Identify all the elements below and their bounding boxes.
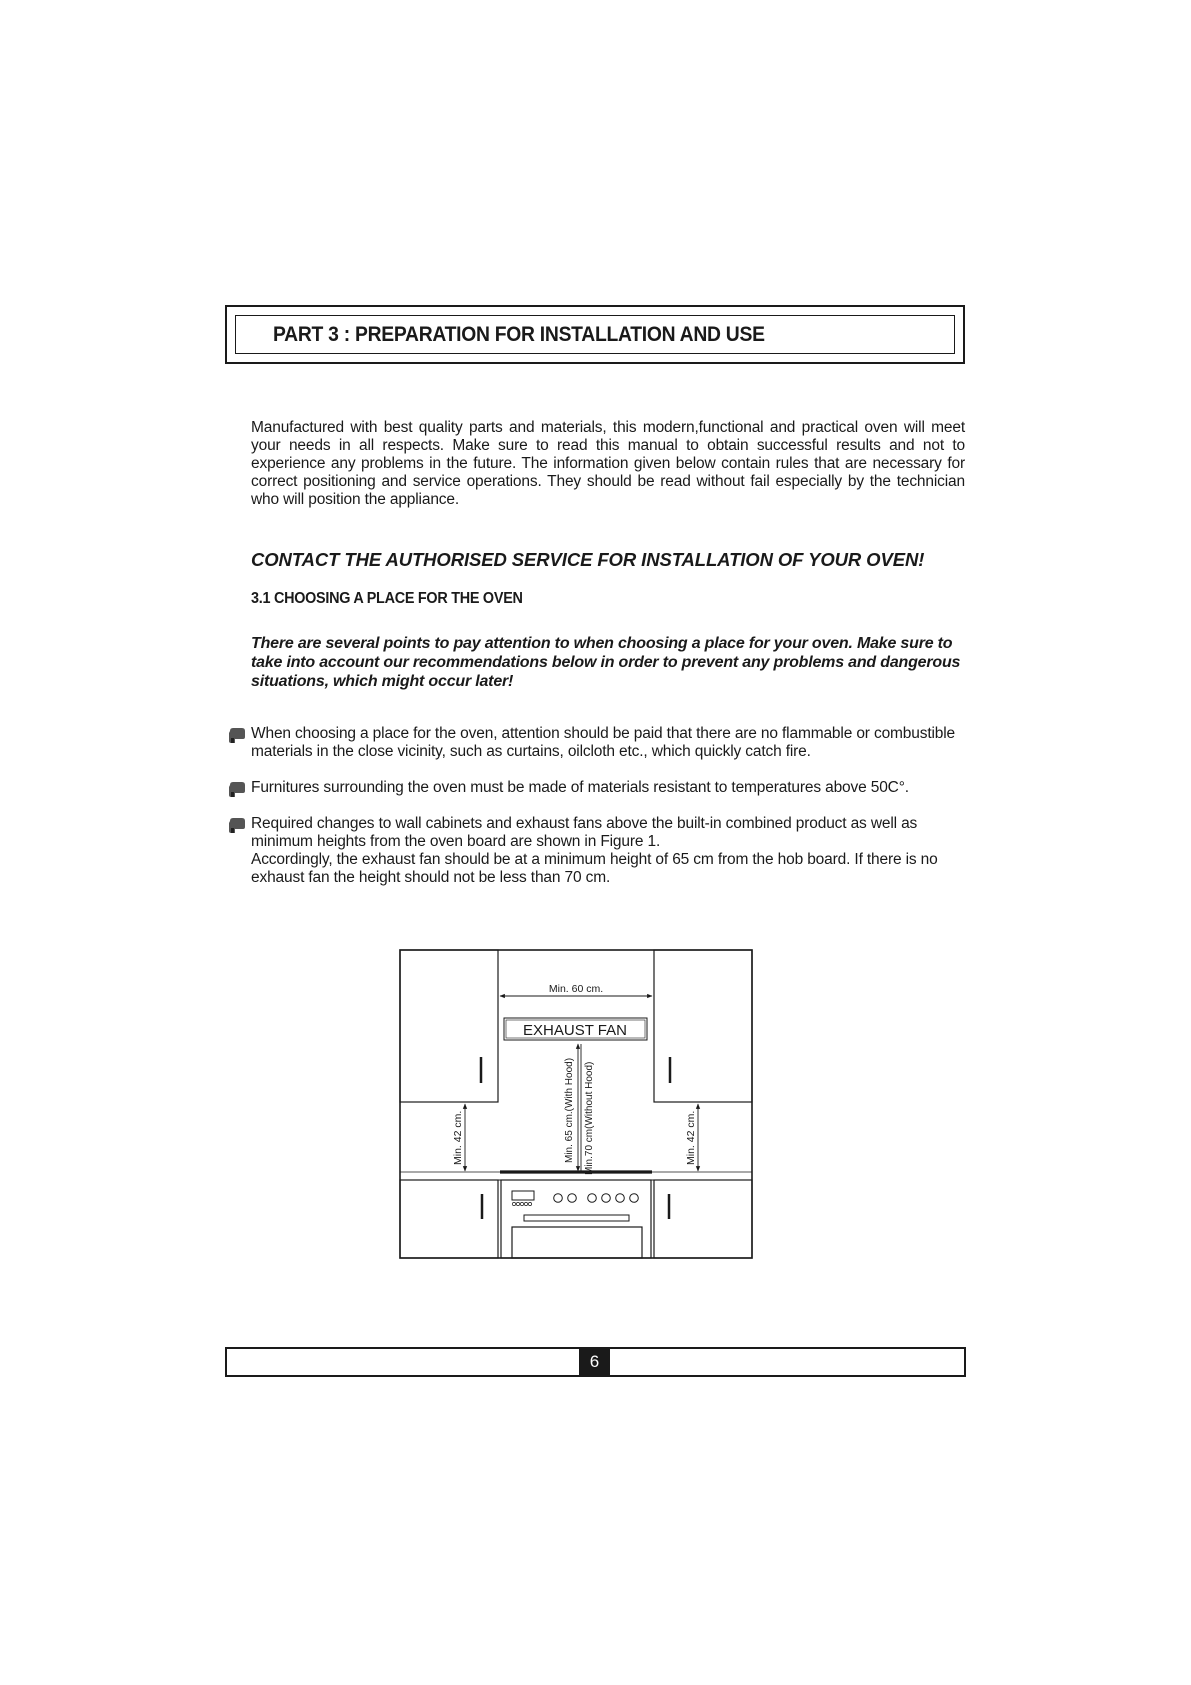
intro-paragraph: Manufactured with best quality parts and materials, this modern,functional and practical oven will meet your needs in all respects. Make sure to read this manual to obtain successful results and not to experience any problems in the future. The information given below contain rules that are necessary for correct positioning and service operations. They should be read without fail especially by the technician who will position the appliance. xyxy=(251,419,965,508)
list-item-text xyxy=(251,815,968,887)
list-item-text xyxy=(251,779,968,797)
list-item-text xyxy=(251,725,968,761)
contact-notice: CONTACT THE AUTHORISED SERVICE FOR INSTALLATION OF YOUR OVEN! xyxy=(251,549,925,570)
section-title: PART 3 : PREPARATION FOR INSTALLATION AND USE xyxy=(273,322,765,346)
oven-door-handle xyxy=(524,1215,629,1221)
width-label: Min. 60 cm. xyxy=(548,983,604,995)
upper-left-cabinet xyxy=(400,950,498,1102)
section-header-box xyxy=(225,305,965,364)
installation-diagram xyxy=(399,949,753,1259)
section-header-inner xyxy=(235,315,955,354)
left-clearance-label: Min. 42 cm. xyxy=(452,1110,464,1165)
no-hood-height-label: Min.70 cm(Without Hood) xyxy=(584,1061,595,1175)
right-clearance-label: Min. 42 cm. xyxy=(685,1110,697,1165)
list-item xyxy=(228,779,968,797)
emphasis-paragraph: There are several points to pay attention to when choosing a place for your oven. Make sure to take into account our recommendations below in order to prevent any problems and dangerous situations, which might occur later! xyxy=(251,635,961,690)
list-item-paragraph: Accordingly, the exhaust fan should be at a minimum height of 65 cm from the hob board. If there is no exhaust fan the height should not be less than 70 cm. xyxy=(251,851,938,886)
exhaust-fan-label: EXHAUST FAN xyxy=(523,1022,627,1039)
pointing-hand-icon xyxy=(228,781,246,798)
lower-left-cabinet xyxy=(400,1180,498,1258)
oven-control-knobs xyxy=(554,1194,639,1203)
oven-display xyxy=(512,1191,534,1200)
pointing-hand-icon xyxy=(228,727,246,744)
list-item-paragraph: Required changes to wall cabinets and exhaust fans above the built-in combined product as well as minimum heights from the oven board are shown in Figure 1. xyxy=(251,815,918,850)
pointing-hand-icon xyxy=(228,817,246,834)
recommendation-list xyxy=(228,725,968,905)
list-item-paragraph: Furnitures surrounding the oven must be made of materials resistant to temperatures above 50C°. xyxy=(251,779,909,796)
subsection-heading: 3.1 CHOOSING A PLACE FOR THE OVEN xyxy=(251,590,523,607)
list-item xyxy=(228,815,968,887)
list-item-paragraph: When choosing a place for the oven, attention should be paid that there are no flammable or combustible materials in the close vicinity, such as curtains, oilcloth etc., which quickly catch fire. xyxy=(251,725,956,760)
upper-right-cabinet xyxy=(654,950,752,1102)
oven-small-knobs xyxy=(512,1202,531,1205)
page-number: 6 xyxy=(579,1348,610,1376)
oven-door-window xyxy=(512,1227,642,1258)
list-item xyxy=(228,725,968,761)
hood-height-label: Min. 65 cm.(With Hood) xyxy=(564,1057,575,1163)
